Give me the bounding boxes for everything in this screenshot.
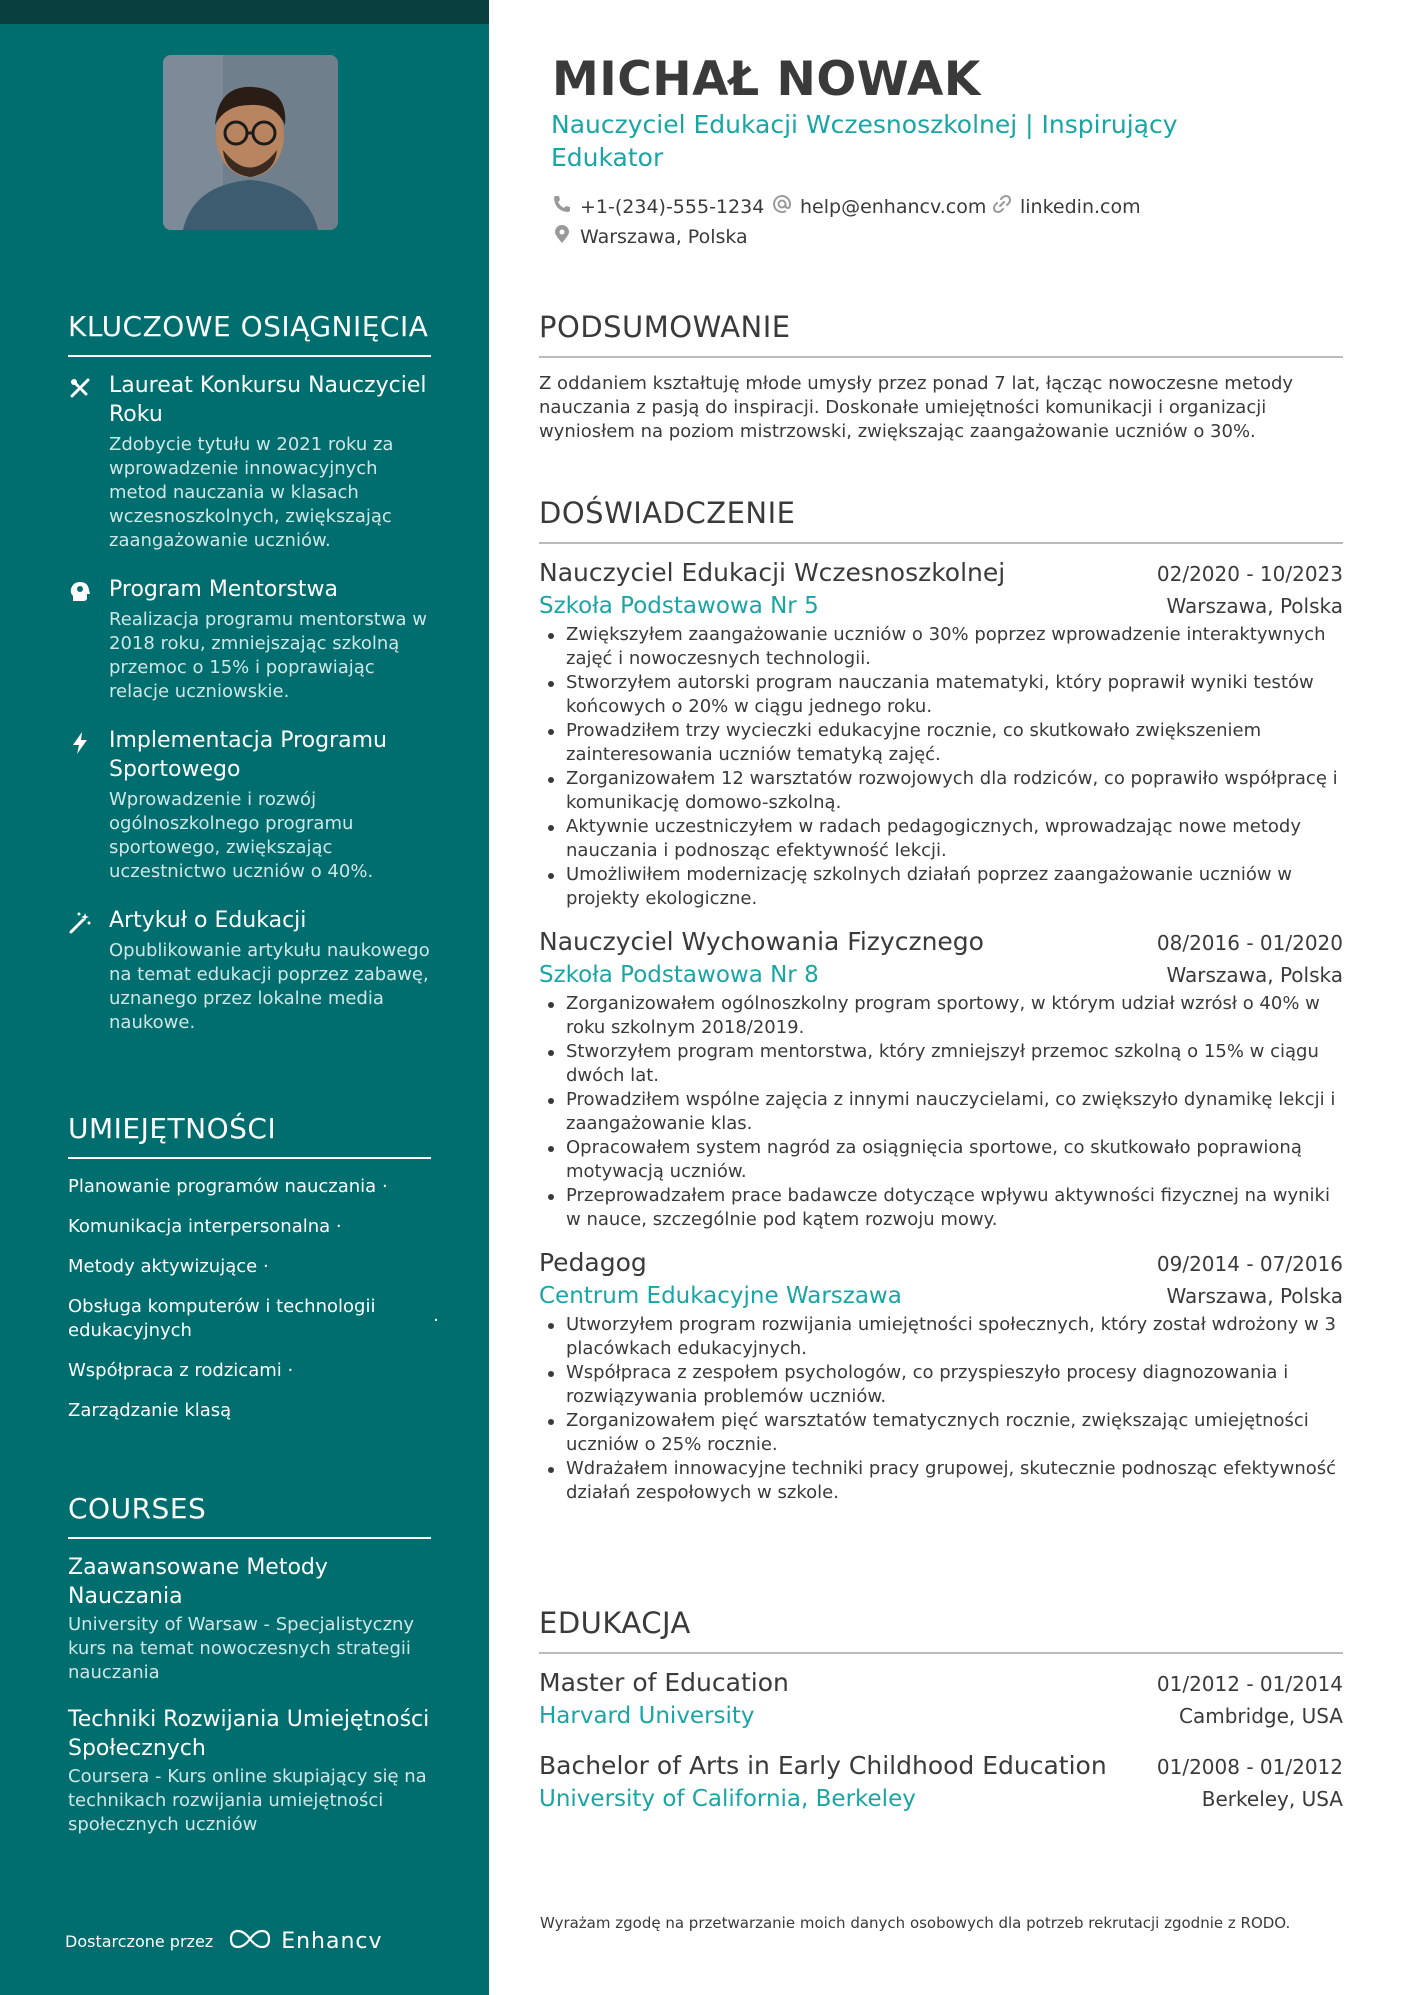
course-title: Techniki Rozwijania Umiejętności Społecznych (68, 1707, 430, 1761)
job-company: Centrum Edukacyjne Warszawa (539, 1283, 902, 1309)
education-heading: EDUKACJA (539, 1606, 1343, 1654)
contact-email (772, 194, 986, 219)
education-location: Cambridge, USA (1179, 1704, 1343, 1728)
job-entry (539, 558, 1343, 911)
bullet-item: Utworzyłem program rozwijania umiejętności społecznych, który został wdrożony w 3 placówkach edukacyjnych. (539, 1313, 1343, 1361)
skills-section (68, 1112, 439, 1439)
skill-item: Metody aktywizujące · (68, 1256, 269, 1277)
achievement-title: Program Mentorstwa (109, 577, 338, 602)
experience-heading: DOŚWIADCZENIE (539, 496, 1343, 544)
courses-heading: COURSES (68, 1492, 431, 1539)
sidebar-top-bar (0, 0, 489, 24)
education-dates: 01/2012 - 01/2014 (1156, 1672, 1343, 1696)
achievement-description: Realizacja programu mentorstwa w 2018 roku, zmniejszając szkolną przemoc o 15% i poprawiając relacje uczniowskie. (109, 609, 428, 702)
bullet-item: Prowadziłem trzy wycieczki edukacyjne rocznie, co skutkowało zwiększeniem zainteresowania uczniów tematyką zajęć. (539, 719, 1343, 767)
achievement-title: Laureat Konkursu Nauczyciel Roku (109, 373, 427, 427)
bullet-item: Aktywnie uczestniczyłem w radach pedagogicznych, wprowadzając nowe metody nauczania i podnosząc efektywność lekcji. (539, 815, 1343, 863)
summary-text: Z oddaniem kształtuję młode umysły przez ponad 7 lat, łącząc nowoczesne metody nauczania z pasją do inspiracji. Doskonałe umiejętności komunikacji i organizacji wyniosłem na poziom mistrzowski, zwiększając zaangażowanie uczniów o 30%. (539, 373, 1294, 442)
email-text[interactable]: help@enhancv.com (800, 195, 987, 218)
job-dates: 09/2014 - 07/2016 (1156, 1252, 1343, 1276)
candidate-name: MICHAŁ NOWAK (552, 52, 981, 107)
phone-text: +1-(234)-555-1234 (580, 195, 765, 218)
trophy-icon (68, 376, 92, 400)
bullet-item: Przeprowadzałem prace badawcze dotyczące wpływu aktywności fizycznej na wyniki w nauce, szczególnie pod kątem rozwoju mowy. (539, 1184, 1343, 1232)
job-bullets (539, 992, 1343, 1232)
education-school: University of California, Berkeley (539, 1786, 916, 1812)
skill-item: Współpraca z rodzicami · (68, 1360, 294, 1381)
education-location: Berkeley, USA (1201, 1787, 1343, 1811)
bullet-item: Stworzyłem autorski program nauczania matematyki, który poprawił wyniki testów końcowych o 20% w ciągu jednego roku. (539, 671, 1343, 719)
achievements-heading: KLUCZOWE OSIĄGNIĘCIA (68, 310, 431, 357)
bullet-item: Współpraca z zespołem psychologów, co przyspieszyło procesy diagnozowania i rozwiązywania problemów uczniów. (539, 1361, 1343, 1409)
phone-icon (552, 194, 580, 219)
education-school: Harvard University (539, 1703, 755, 1729)
course-title: Zaawansowane Metody Nauczania (68, 1555, 328, 1609)
lightning-icon (68, 731, 92, 755)
achievement-title: Implementacja Programu Sportowego (109, 728, 387, 782)
education-entry (539, 1668, 1343, 1729)
at-icon (772, 194, 800, 219)
bullet-item: Zorganizowałem 12 warsztatów rozwojowych dla rodziców, co poprawiło współpracę i komunikację domowo-szkolną. (539, 767, 1343, 815)
bullet-item: Prowadziłem wspólne zajęcia z innymi nauczycielami, co zwiększyło dynamikę lekcji i zaangażowanie klas. (539, 1088, 1343, 1136)
profile-photo (163, 55, 338, 230)
experience-section (539, 496, 1343, 1517)
job-company: Szkoła Podstawowa Nr 5 (539, 593, 819, 619)
achievement-description: Zdobycie tytułu w 2021 roku za wprowadzenie innowacyjnych metod nauczania w klasach wczesnoszkolnych, zwiększając zaangażowanie uczniów. (109, 434, 394, 551)
job-location: Warszawa, Polska (1166, 963, 1343, 987)
skill-item: Komunikacja interpersonalna · (68, 1216, 342, 1237)
link-icon (992, 194, 1020, 219)
achievement-item (68, 371, 431, 553)
skill-separator: · (335, 1216, 342, 1237)
course-description: University of Warsaw - Specjalistyczny kurs na temat nowoczesnych strategii nauczania (68, 1614, 415, 1683)
job-location: Warszawa, Polska (1166, 594, 1343, 618)
skill-item: Obsługa komputerów i technologii edukacyjnych · (68, 1296, 439, 1341)
achievement-title: Artykuł o Edukacji (109, 908, 307, 933)
skill-separator: · (433, 1310, 439, 1331)
job-bullets (539, 623, 1343, 911)
powered-by (65, 1928, 383, 1954)
achievement-item (68, 575, 431, 704)
contact-phone (552, 194, 764, 219)
skill-separator: · (381, 1176, 388, 1197)
bullet-item: Stworzyłem program mentorstwa, który zmniejszył przemoc szkolną o 15% w ciągu dwóch lat. (539, 1040, 1343, 1088)
skill-separator: · (262, 1256, 269, 1277)
bullet-item: Zwiększyłem zaangażowanie uczniów o 30% poprzez wprowadzenie interaktywnych zajęć i nowoczesnych technologii. (539, 623, 1343, 671)
education-section (539, 1606, 1343, 1834)
bullet-item: Umożliwiłem modernizację szkolnych działań poprzez zaangażowanie uczniów w projekty ekologiczne. (539, 863, 1343, 911)
education-dates: 01/2008 - 01/2012 (1156, 1755, 1343, 1779)
job-title: Pedagog (539, 1248, 647, 1277)
education-degree: Bachelor of Arts in Early Childhood Education (539, 1751, 1107, 1780)
candidate-tagline: Nauczyciel Edukacji Wczesnoszkolnej | Inspirujący Edukator (551, 110, 1178, 172)
enhancv-logo-icon (227, 1928, 273, 1954)
skill-separator: · (287, 1360, 294, 1381)
job-entry (539, 927, 1343, 1232)
consent-note: Wyrażam zgodę na przetwarzanie moich danych osobowych dla potrzeb rekrutacji zgodnie z RODO. (540, 1914, 1291, 1932)
summary-section (539, 310, 1343, 444)
powered-by-label: Dostarczone przez (65, 1931, 214, 1951)
job-company: Szkoła Podstawowa Nr 8 (539, 962, 819, 988)
bullet-item: Zorganizowałem ogólnoszkolny program sportowy, w którym udział wzrósł o 40% w roku szkolnym 2018/2019. (539, 992, 1343, 1040)
contact-location (552, 224, 748, 249)
job-entry (539, 1248, 1343, 1505)
job-dates: 02/2020 - 10/2023 (1156, 562, 1343, 586)
course-description: Coursera - Kurs online skupiający się na technikach rozwijania umiejętności społecznych uczniów (68, 1766, 427, 1835)
location-text: Warszawa, Polska (580, 225, 748, 248)
education-entry (539, 1751, 1343, 1812)
achievement-item (68, 726, 431, 884)
job-title: Nauczyciel Wychowania Fizycznego (539, 927, 984, 956)
bullet-item: Zorganizowałem pięć warsztatów tematycznych rocznie, zwiększając umiejętności uczniów o 25% rocznie. (539, 1409, 1343, 1457)
achievement-item (68, 906, 431, 1035)
skill-item: Zarządzanie klasą (68, 1400, 232, 1421)
summary-heading: PODSUMOWANIE (539, 310, 1343, 358)
bullet-item: Opracowałem system nagród za osiągnięcia sportowe, co skutkowało poprawioną motywacją uczniów. (539, 1136, 1343, 1184)
magic-wand-icon (68, 911, 92, 935)
sidebar (0, 0, 489, 1995)
contact-linkedin (992, 194, 1141, 219)
skills-heading: UMIEJĘTNOŚCI (68, 1112, 431, 1159)
courses-section (68, 1492, 431, 1857)
achievement-description: Wprowadzenie i rozwój ogólnoszkolnego programu sportowego, zwiększając uczestnictwo uczniów o 40%. (109, 789, 374, 882)
education-degree: Master of Education (539, 1668, 789, 1697)
location-pin-icon (552, 224, 580, 249)
job-dates: 08/2016 - 01/2020 (1156, 931, 1343, 955)
course-item (68, 1705, 431, 1837)
skill-item: Planowanie programów nauczania · (68, 1176, 388, 1197)
linkedin-text[interactable]: linkedin.com (1020, 195, 1141, 218)
head-icon (68, 580, 92, 604)
bullet-item: Wdrażałem innowacyjne techniki pracy grupowej, skutecznie podnosząc efektywność działań zespołowych w szkole. (539, 1457, 1343, 1505)
course-item (68, 1553, 431, 1685)
achievements-section (68, 310, 431, 1057)
job-title: Nauczyciel Edukacji Wczesnoszkolnej (539, 558, 1006, 587)
achievement-description: Opublikowanie artykułu naukowego na temat edukacji poprzez zabawę, uznanego przez lokalne media naukowe. (109, 940, 430, 1033)
brand-name: Enhancv (281, 1928, 383, 1954)
job-bullets (539, 1313, 1343, 1505)
job-location: Warszawa, Polska (1166, 1284, 1343, 1308)
